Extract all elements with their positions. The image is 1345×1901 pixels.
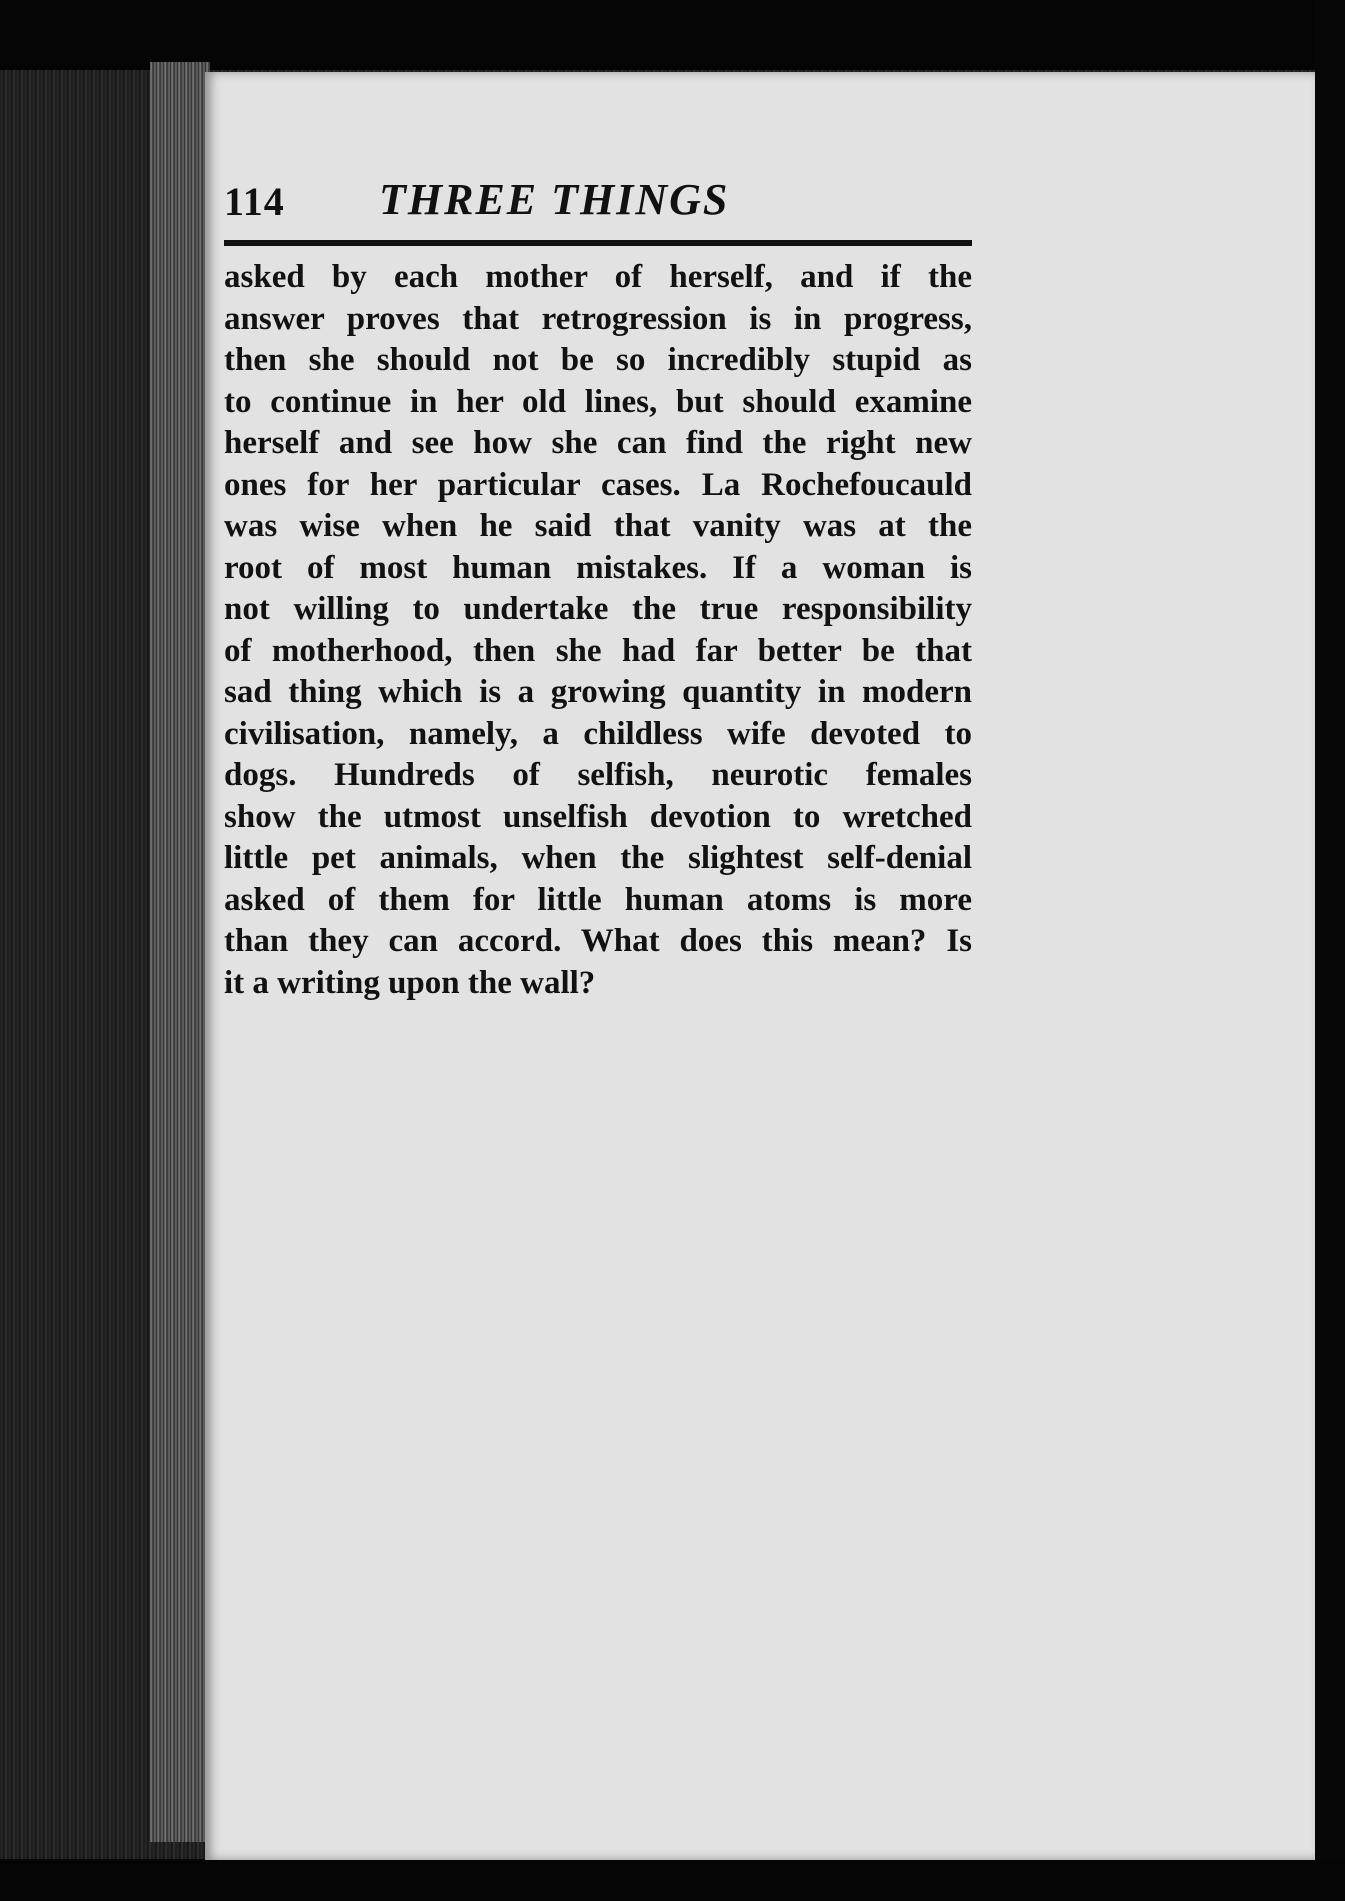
- text-line: of motherhood, then she had far better be that: [224, 632, 972, 669]
- header-rule: [224, 240, 972, 246]
- page-number: 114: [224, 179, 285, 224]
- text-line: to continue in her old lines, but should examine: [224, 383, 972, 420]
- text-line: was wise when he said that vanity was at the: [224, 508, 972, 544]
- text-line: asked of them for little human atoms is more: [224, 881, 972, 918]
- text-line: root of most human mistakes. If a woman is: [224, 549, 972, 586]
- text-line: herself and see how she can find the right new: [224, 425, 972, 461]
- page-header: [224, 175, 970, 238]
- text-line: it a writing upon the wall?: [224, 964, 596, 1001]
- text-line: asked by each mother of herself, and if the: [224, 259, 972, 295]
- text-line: civilisation, namely, a childless wife devoted to: [224, 715, 972, 752]
- text-line: then she should not be so incredibly stupid as: [224, 342, 972, 378]
- book-page-edges: [150, 62, 210, 1842]
- body-text: [224, 257, 972, 1004]
- text-line: ones for her particular cases. La Rochefoucauld: [224, 466, 972, 503]
- text-line: dogs. Hundreds of selfish, neurotic females: [224, 757, 972, 793]
- running-title: THREE THINGS: [379, 175, 730, 224]
- text-line: show the utmost unselfish devotion to wretched: [224, 798, 972, 835]
- text-line: little pet animals, when the slightest self-denial: [224, 840, 972, 876]
- text-line: than they can accord. What does this mean? Is: [224, 923, 972, 959]
- scan-bottom-margin: [0, 1859, 1345, 1901]
- text-line: sad thing which is a growing quantity in modern: [224, 674, 972, 710]
- text-line: answer proves that retrogression is in progress,: [224, 300, 972, 337]
- text-line: not willing to undertake the true responsibility: [224, 591, 972, 627]
- scan-top-margin: [0, 0, 1345, 70]
- scan-right-margin: [1315, 0, 1345, 1901]
